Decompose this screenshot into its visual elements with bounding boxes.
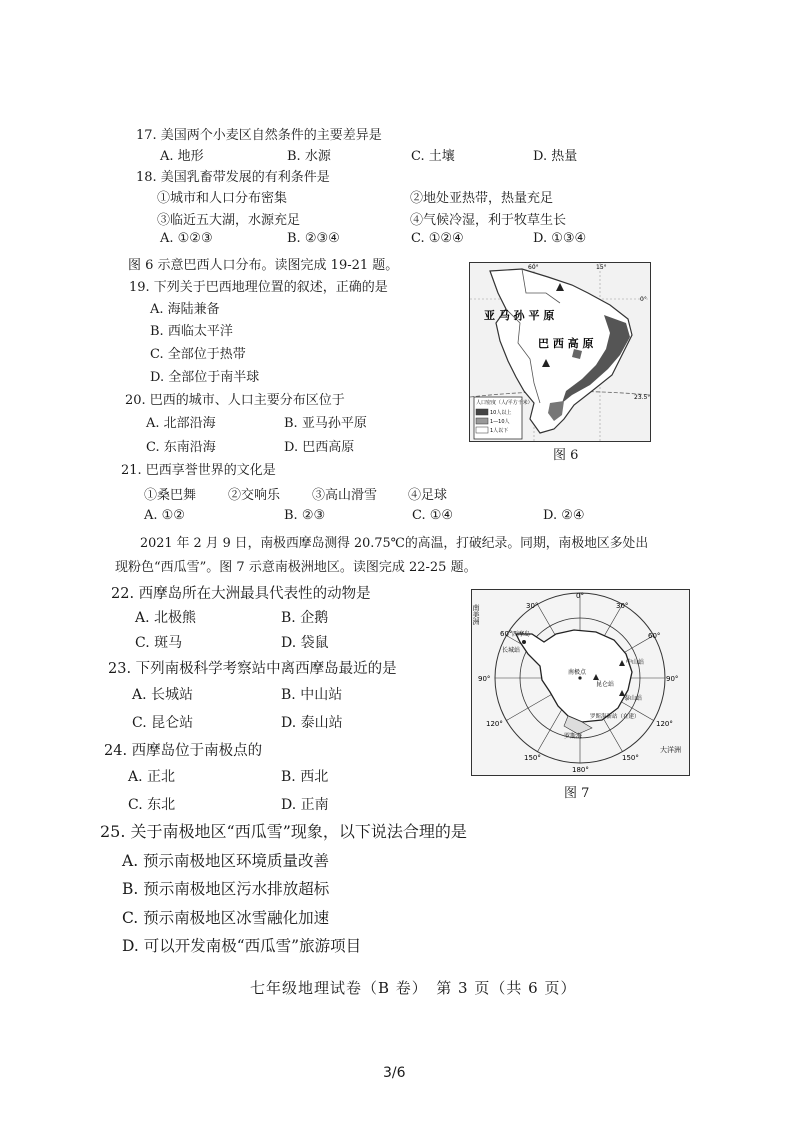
q19-option-c: C. 全部位于热带 (150, 347, 246, 362)
figure6-svg (470, 263, 650, 441)
fig7-deg-150w: 150° (524, 754, 541, 762)
fig7-deg-60e: 60° (648, 632, 661, 640)
q17-option-a: A. 地形 (160, 149, 204, 164)
fig7-kunlun-label: 昆仑站 (596, 681, 615, 688)
q17-option-b: B. 水源 (287, 149, 331, 164)
q25-option-b: B. 预示南极地区污水排放超标 (122, 880, 330, 898)
q21-option-a: A. ①② (144, 508, 185, 523)
q24-stem: 24. 西摩岛位于南极点的 (104, 743, 263, 759)
fig6-legend-item-3: 1人以下 (490, 428, 509, 434)
q24-option-c: C. 东北 (128, 797, 176, 813)
fig6-lon-15-label: 15° (596, 264, 607, 271)
q21-statement-2: ②交响乐 (228, 488, 281, 503)
q25-option-c: C. 预示南极地区冰雪融化加速 (122, 909, 330, 927)
q21-option-b: B. ②③ (284, 508, 326, 523)
figure7-svg (472, 590, 689, 775)
figure6-caption: 图 6 (553, 448, 579, 463)
fig7-deg-180: 180° (572, 766, 589, 774)
fig7-changcheng-label: 长城站 (502, 647, 521, 654)
page-number: 3/6 (383, 1065, 406, 1081)
q21-option-c: C. ①④ (412, 508, 454, 523)
figure6-intro: 图 6 示意巴西人口分布。读图完成 19-21 题。 (128, 258, 399, 273)
q21-statement-1: ①桑巴舞 (144, 488, 197, 503)
q18-stem: 18. 美国乳畜带发展的有利条件是 (136, 170, 330, 185)
q24-option-b: B. 西北 (281, 769, 329, 785)
q18-option-c: C. ①②④ (411, 231, 464, 246)
q19-stem: 19. 下列关于巴西地理位置的叙述，正确的是 (129, 280, 388, 295)
fig7-ross-sea-label: 罗斯海 (564, 733, 583, 740)
fig7-deg-120w: 120° (486, 720, 503, 728)
q23-option-b: B. 中山站 (281, 687, 343, 703)
fig7-ross-base-label: 罗斯海新站（在建） (590, 714, 640, 720)
q21-stem: 21. 巴西享誉世界的文化是 (121, 463, 276, 478)
q17-option-d: D. 热量 (533, 149, 578, 164)
fig7-deg-30e: 30° (616, 602, 629, 610)
fig6-amazon-label: 亚 马 孙 平 原 (484, 309, 555, 322)
q22-option-a: A. 北极熊 (135, 610, 197, 626)
q18-statement-4: ④气候冷湿，利于牧草生长 (410, 213, 567, 228)
q19-option-d: D. 全部位于南半球 (150, 370, 260, 385)
q23-option-c: C. 昆仑站 (132, 715, 194, 731)
fig7-taishan-label: 泰山站 (624, 695, 643, 702)
q18-statement-1: ①城市和人口分布密集 (157, 191, 288, 206)
q20-option-a: A. 北部沿海 (146, 416, 216, 431)
q23-option-d: D. 泰山站 (281, 715, 343, 731)
q23-option-a: A. 长城站 (132, 687, 194, 703)
q18-option-a: A. ①②③ (160, 231, 213, 246)
q18-option-b: B. ②③④ (287, 231, 340, 246)
q24-option-a: A. 正北 (128, 769, 176, 785)
figure7-intro-line2: 现粉色“西瓜雪”。图 7 示意南极洲地区。读图完成 22-25 题。 (115, 560, 477, 575)
q25-option-d: D. 可以开发南极“西瓜雪”旅游项目 (122, 937, 362, 955)
figure7-caption: 图 7 (564, 786, 590, 801)
q21-option-d: D. ②④ (543, 508, 585, 523)
q22-option-c: C. 斑马 (135, 635, 183, 651)
q20-stem: 20. 巴西的城市、人口主要分布区位于 (125, 393, 345, 408)
fig7-deg-90e: 90° (666, 675, 679, 683)
q25-option-a: A. 预示南极地区环境质量改善 (122, 852, 330, 870)
page-footer: 七年级地理试卷（B 卷） 第 3 页（共 6 页） (250, 979, 577, 997)
figure7-intro-line1: 2021 年 2 月 9 日，南极西摩岛测得 20.75℃的高温，打破纪录。同期，南极地区多处出 (140, 536, 649, 551)
figure6-brazil-map (469, 262, 651, 442)
q21-statement-4: ④足球 (408, 488, 448, 503)
q23-stem: 23. 下列南极科学考察站中离西摩岛最近的是 (108, 661, 397, 677)
fig7-south-america-label: 南美洲 (472, 604, 480, 625)
q22-option-d: D. 袋鼠 (281, 635, 329, 651)
fig6-lat-23-label: 23.5° (634, 394, 650, 401)
fig7-deg-120e: 120° (656, 720, 673, 728)
fig6-legend-item-1: 10人以上 (490, 410, 512, 416)
q19-option-a: A. 海陆兼备 (150, 302, 220, 317)
fig6-lon-60-label: 60° (528, 264, 539, 271)
fig6-legend-item-2: 1—10人 (490, 419, 510, 425)
fig7-deg-0: 0° (576, 592, 584, 600)
fig6-legend-title: 人口密度（人/平方千米） (476, 400, 533, 406)
fig6-lat-0-label: 0° (640, 296, 647, 303)
q19-option-b: B. 西临太平洋 (150, 324, 233, 339)
q21-statement-3: ③高山滑雪 (312, 488, 378, 503)
q17-stem: 17. 美国两个小麦区自然条件的主要差异是 (136, 128, 382, 143)
q25-stem: 25. 关于南极地区“西瓜雪”现象，以下说法合理的是 (100, 822, 467, 841)
q20-option-d: D. 巴西高原 (284, 440, 355, 455)
fig7-south-pole-label: 南极点 (568, 669, 587, 676)
fig7-deg-90w: 90° (478, 675, 491, 683)
q20-option-b: B. 亚马孙平原 (284, 416, 367, 431)
q22-stem: 22. 西摩岛所在大洲最具代表性的动物是 (111, 586, 371, 602)
q17-option-c: C. 土壤 (411, 149, 455, 164)
q18-statement-3: ③临近五大湖，水源充足 (157, 213, 301, 228)
fig7-deg-30w: 30° (526, 602, 539, 610)
q22-option-b: B. 企鹅 (281, 610, 329, 626)
q24-option-d: D. 正南 (281, 797, 329, 813)
fig6-brazil-plateau-label: 巴 西 高 原 (538, 337, 594, 350)
figure7-antarctica-map (471, 589, 690, 776)
q18-statement-2: ②地处亚热带，热量充足 (410, 191, 554, 206)
fig7-deg-60w: 60° (500, 630, 513, 638)
fig7-zhongshan-label: 中山站 (626, 659, 645, 666)
fig7-oceania-label: 大洋洲 (660, 746, 681, 754)
fig7-deg-150e: 150° (622, 754, 639, 762)
q18-option-d: D. ①③④ (533, 231, 587, 246)
fig7-seymour-label: 西摩岛 (512, 631, 531, 638)
q20-option-c: C. 东南沿海 (146, 440, 216, 455)
